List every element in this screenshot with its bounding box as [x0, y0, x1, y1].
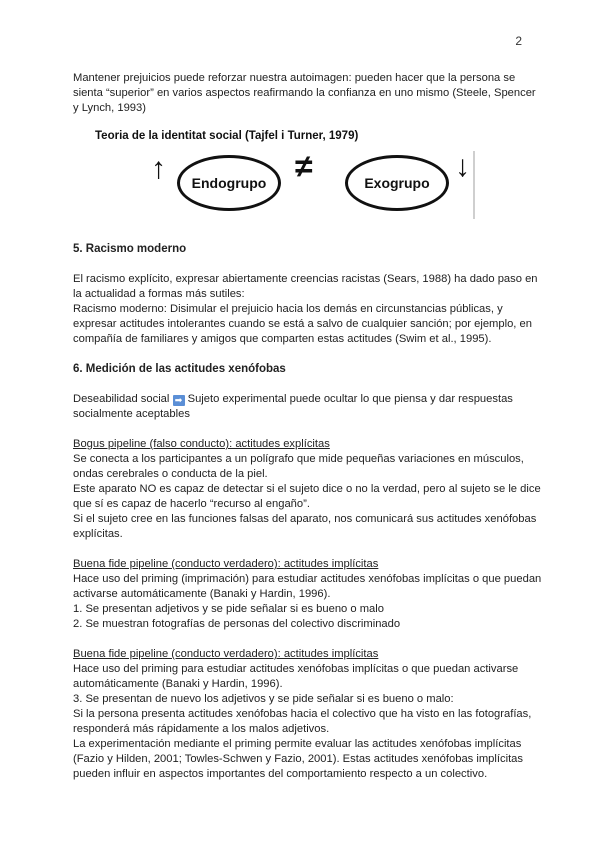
not-equal-icon: ≠: [295, 148, 313, 184]
bona2-line-1: Hace uso del priming para estudiar actitudes xenófobas implícitas o que puedan activarse automáticamente (Banaki y Hardin, 1996).: [73, 663, 519, 690]
section-5-paragraph-1: El racismo explícito, expresar abiertamente creencias racistas (Sears, 1988) ha dado paso en la actualidad a formas más sutiles:: [73, 273, 538, 300]
section-6-heading: 6. Medición de las actitudes xenófobas: [73, 363, 286, 375]
endogroup-label: Endogrupo: [191, 174, 267, 191]
bogus-line-2: Este aparato NO es capaz de detectar si el sujeto dice o no la verdad, pero al sujeto se le dice que sí es capaz de hacerlo “recurso al engaño”.: [73, 483, 541, 510]
bona2-line-3: Si la persona presenta actitudes xenófobas hacia el colectivo que ha visto en las fotografías, responderá más rápidamente a los malos adjetivos.: [73, 708, 532, 735]
endogroup-ellipse: [177, 155, 281, 211]
exogroup-ellipse: [345, 155, 449, 211]
page-number: 2: [515, 34, 522, 48]
bona1-line-2: 1. Se presentan adjetivos y se pide señalar si es bueno o malo: [73, 603, 384, 615]
bogus-pipeline-title: Bogus pipeline (falso conducto): actitudes explícitas: [73, 438, 330, 450]
exogroup-label: Exogrupo: [364, 174, 430, 191]
bona2-line-2: 3. Se presentan de nuevo los adjetivos y se pide señalar si es bueno o malo:: [73, 693, 454, 705]
desirability-paragraph: [73, 392, 543, 422]
desirability-label: Deseabilidad social: [73, 393, 170, 405]
bona-fide-title-2: Buena fide pipeline (conducto verdadero): actitudes implícitas: [73, 648, 379, 660]
document-body: [73, 71, 543, 782]
bona1-line-3: 2. Se muestran fotografías de personas del colectivo discriminado: [73, 618, 401, 630]
bona2-line-4: La experimentación mediante el priming permite evaluar las actitudes xenófobas implícitas (Fazio y Hilden, 2001; Towles-Schwen y Fazio, 2001). Estas actitudes xenófobas implícitas pueden influir en aspectos importantes del comportamiento respecto a un colectivo.: [73, 738, 523, 780]
diagram-title: Teoria de la identitat social (Tajfel i Turner, 1979): [95, 130, 359, 142]
section-5-paragraph-2: Racismo moderno: Disimular el prejuicio hacia los demás en circunstancias públicas, y expresar actitudes intolerantes cuando se está a salvo de cualquier sanción; por ejemplo, en compañía de familiares y amigos que comparten estas actitudes (Swim et al., 1995).: [73, 303, 532, 345]
bona1-line-1: Hace uso del priming (imprimación) para estudiar actitudes xenófobas implícitas o que puedan activarse automáticamente (Banaki y Hardin, 1996).: [73, 573, 542, 600]
diagram-divider: [473, 151, 475, 219]
intro-paragraph: Mantener prejuicios puede reforzar nuestra autoimagen: pueden hacer que la persona se sienta “superior” en varios aspectos reafirmando la confianza en uno mismo (Steele, Spencer y Lynch, 1993): [73, 72, 536, 114]
bogus-line-1: Se conecta a los participantes a un polígrafo que mide pequeñas variaciones en músculos, ondas cerebrales o conducta de la piel.: [73, 453, 524, 480]
right-arrow-icon: ➡: [173, 395, 185, 406]
social-identity-diagram: [73, 129, 543, 229]
section-5-heading: 5. Racismo moderno: [73, 243, 187, 255]
desirability-text: Sujeto experimental puede ocultar lo que piensa y dar respuestas socialmente aceptables: [73, 393, 513, 420]
down-arrow-icon: ↓: [455, 150, 470, 183]
bona-fide-title-1: Buena fide pipeline (conducto verdadero): actitudes implícitas: [73, 558, 379, 570]
bogus-line-3: Si el sujeto cree en las funciones falsas del aparato, nos comunicará sus actitudes xenófobas explícitas.: [73, 513, 537, 540]
up-arrow-icon: ↑: [151, 152, 166, 185]
